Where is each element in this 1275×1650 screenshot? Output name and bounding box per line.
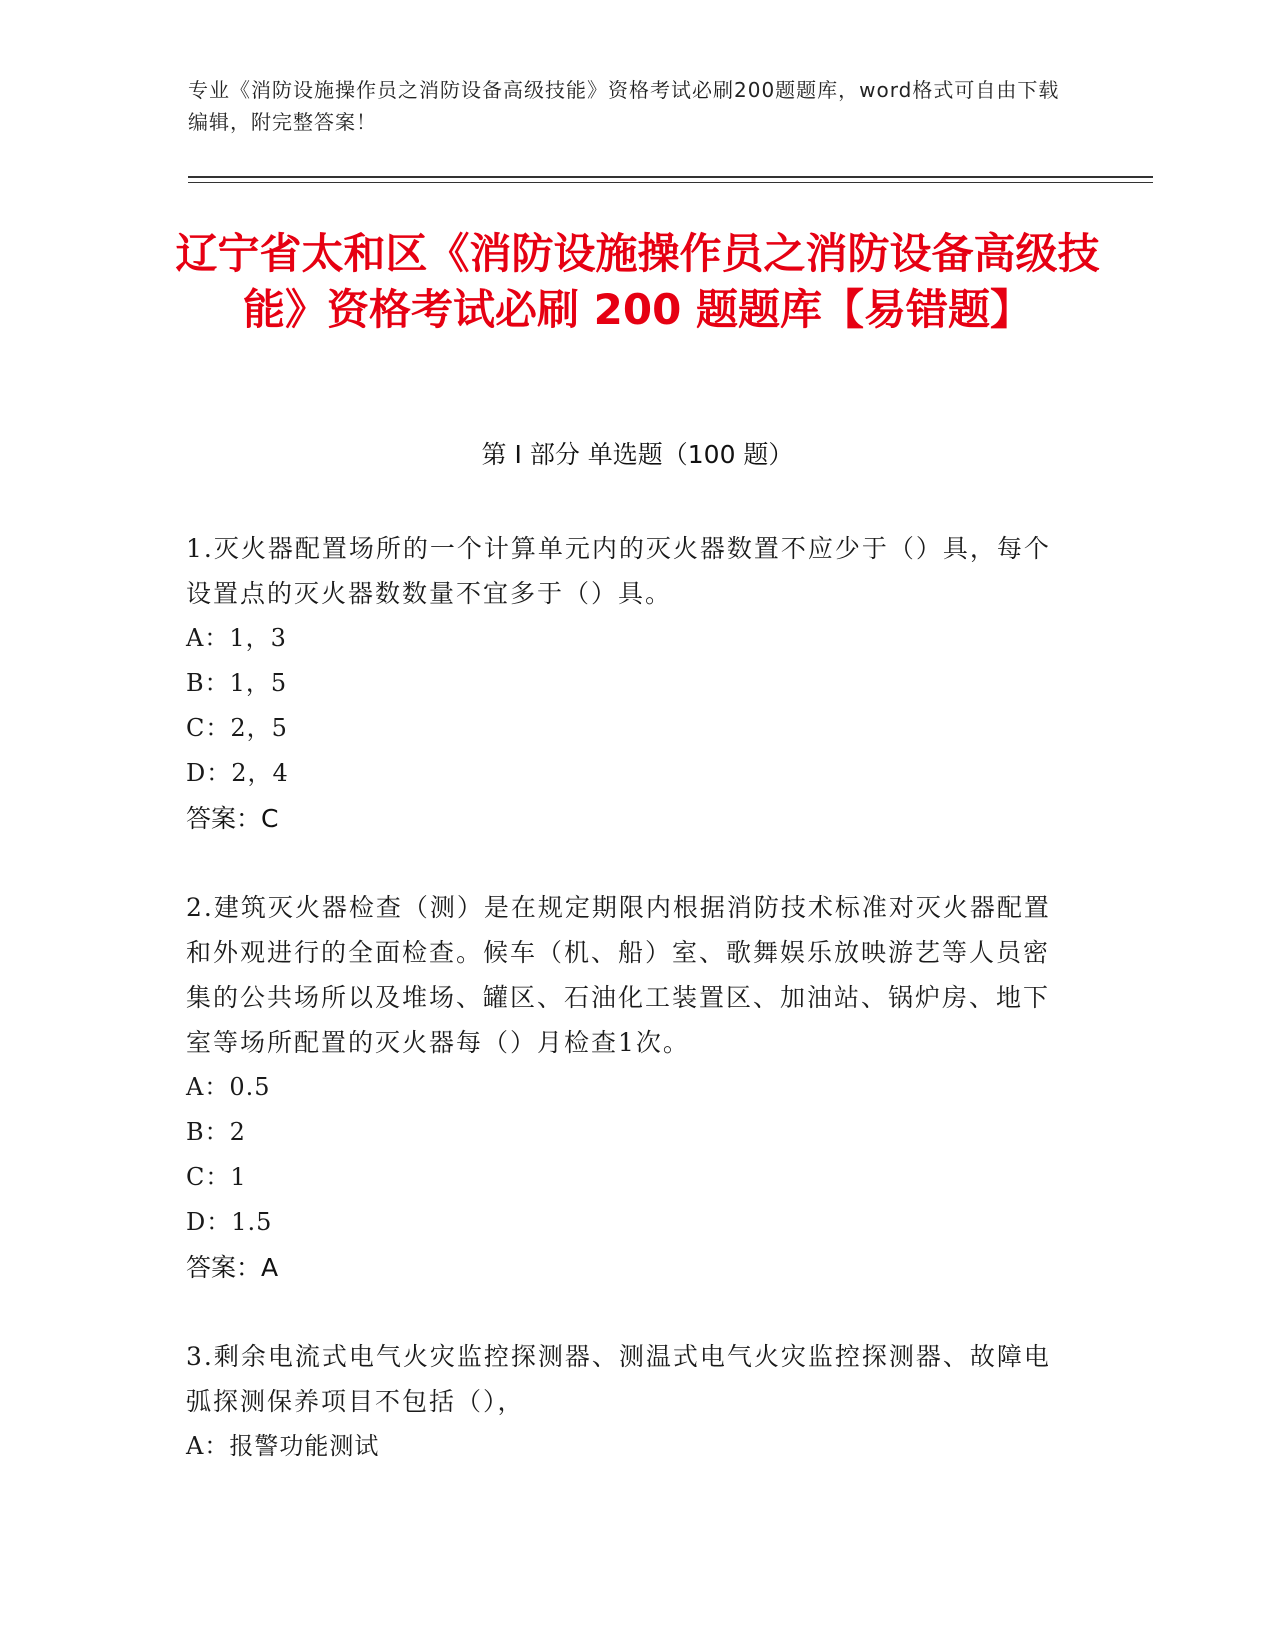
option-d: D：1.5 bbox=[186, 1208, 273, 1236]
option-c: C：1 bbox=[186, 1163, 247, 1191]
option-c: C：2，5 bbox=[186, 714, 288, 742]
document-title: 辽宁省太和区《消防设施操作员之消防设备高级技能》资格考试必刷 200 题题库【易错题】 bbox=[175, 229, 1100, 334]
question-1 bbox=[186, 526, 1056, 841]
answer-line: 答案：A bbox=[186, 1253, 279, 1282]
option-b: B：1，5 bbox=[186, 669, 288, 697]
question-2 bbox=[186, 885, 1056, 1290]
question-stem: 3.剩余电流式电气火灾监控探测器、测温式电气火灾监控探测器、故障电弧探测保养项目不包括（）， bbox=[186, 1342, 1051, 1416]
question-3 bbox=[186, 1334, 1056, 1469]
header-divider-thick bbox=[188, 176, 1153, 178]
header-note: 专业《消防设施操作员之消防设备高级技能》资格考试必刷200题题库，word格式可自由下载编辑，附完整答案！ bbox=[188, 78, 1060, 134]
option-a: A：报警功能测试 bbox=[186, 1432, 380, 1460]
question-stem: 2.建筑灭火器检查（测）是在规定期限内根据消防技术标准对灭火器配置和外观进行的全面检查。候车（机、船）室、歌舞娱乐放映游艺等人员密集的公共场所以及堆场、罐区、石油化工装置区、加油站、锅炉房、地下室等场所配置的灭火器每（）月检查1次。 bbox=[186, 893, 1051, 1057]
answer-line: 答案：C bbox=[186, 804, 279, 833]
option-d: D：2，4 bbox=[186, 759, 289, 787]
header-divider-thin bbox=[188, 182, 1153, 183]
option-a: A：1，3 bbox=[186, 624, 287, 652]
option-b: B：2 bbox=[186, 1118, 246, 1146]
question-stem: 1.灭火器配置场所的一个计算单元内的灭火器数置不应少于（）具，每个设置点的灭火器数数量不宜多于（）具。 bbox=[186, 534, 1051, 608]
question-list bbox=[186, 526, 1056, 1513]
option-a: A：0.5 bbox=[186, 1073, 271, 1101]
section-heading: 第 I 部分 单选题（100 题） bbox=[481, 440, 794, 469]
